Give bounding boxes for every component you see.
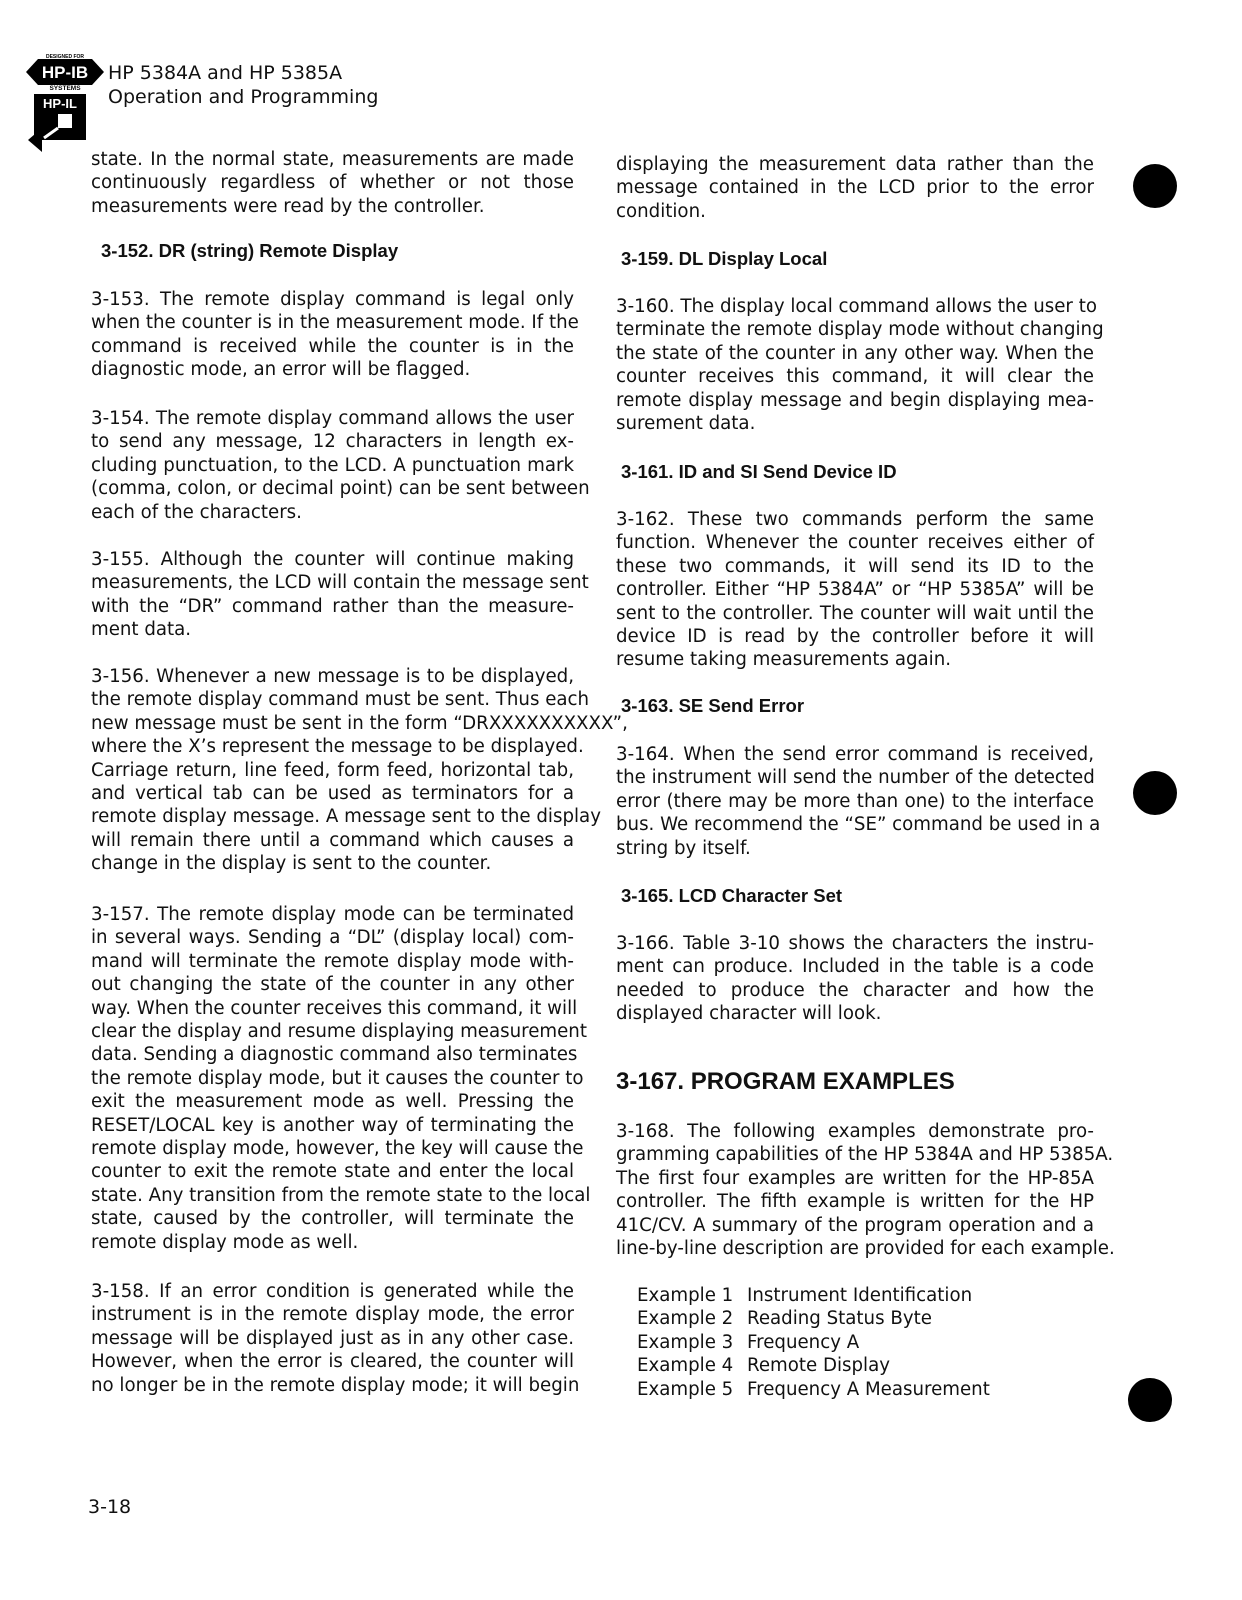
text-line: 3-155. Although the counter will continue making <box>91 549 574 570</box>
text-line: the state of the counter in any other way. When the <box>616 342 1094 364</box>
example-label: Example 5 <box>637 1378 734 1400</box>
subsection-heading: 3-161. ID and SI Send Device ID <box>621 461 897 482</box>
punch-hole <box>1133 164 1177 208</box>
example-item <box>637 1331 990 1354</box>
text-line: where the X’s represent the message to be displayed. <box>91 736 584 758</box>
paragraph <box>616 932 1094 1026</box>
text-line: device ID is read by the controller before it will <box>616 626 1094 648</box>
text-line: 3-166. Table 3-10 shows the characters the instru- <box>616 933 1094 954</box>
example-label: Example 3 <box>637 1331 734 1353</box>
text-line: displaying the measurement data rather than the <box>616 154 1094 175</box>
text-line: new message must be sent in the form “DRXXXXXXXXXX”, <box>91 712 628 734</box>
svg-text:HP-IB: HP-IB <box>41 63 89 82</box>
subsection-heading: 3-165. LCD Character Set <box>621 885 843 906</box>
paragraph <box>91 288 579 382</box>
text-line: each of the characters. <box>91 501 302 523</box>
text-line: 3-157. The remote display mode can be terminated <box>91 904 574 925</box>
text-line: 3-158. If an error condition is generated while the <box>91 1281 574 1302</box>
text-line: ment data. <box>91 619 192 641</box>
text-line: to send any message, 12 characters in length ex- <box>91 431 574 453</box>
example-item <box>637 1307 990 1330</box>
paragraph <box>91 903 591 1254</box>
text-line: in several ways. Sending a “DL” (display local) com- <box>91 927 574 949</box>
text-line: 3-154. The remote display command allows the user <box>91 408 574 429</box>
text-line: condition. <box>616 200 706 222</box>
hp-il-logo <box>28 94 90 152</box>
paragraph <box>91 665 628 876</box>
svg-text:SYSTEMS: SYSTEMS <box>49 85 81 90</box>
example-title: Reading Status Byte <box>747 1308 932 1330</box>
text-line: message contained in the LCD prior to the error <box>616 177 1094 199</box>
svg-text:HP-IL: HP-IL <box>43 96 77 111</box>
text-line: controller. Either “HP 5384A” or “HP 5385A” will be <box>616 579 1094 601</box>
text-line: string by itself. <box>616 837 751 859</box>
text-line: function. Whenever the counter receives either of <box>616 532 1094 554</box>
text-line: remote display message and begin displaying mea- <box>616 389 1094 411</box>
text-line: counter to exit the remote state and enter the local <box>91 1161 574 1183</box>
text-line: mand will terminate the remote display mode with- <box>91 950 574 972</box>
text-line: out changing the state of the counter in any other <box>91 974 574 996</box>
text-line: cluding punctuation, to the LCD. A punctuation mark <box>91 454 574 476</box>
text-line: resume taking measurements again. <box>616 649 952 671</box>
text-line: line-by-line description are provided for each example. <box>616 1238 1115 1260</box>
text-line: measurements were read by the controller. <box>91 195 485 217</box>
text-line: needed to produce the character and how the <box>616 979 1094 1001</box>
example-label: Example 2 <box>637 1308 734 1330</box>
text-line: However, when the error is cleared, the counter will <box>91 1351 574 1373</box>
subsection-heading: 3-152. DR (string) Remote Display <box>101 240 399 261</box>
paragraph <box>616 295 1104 435</box>
text-line: will remain there until a command which causes a <box>91 829 574 851</box>
punch-hole <box>1133 771 1177 815</box>
text-line: 3-162. These two commands perform the same <box>616 509 1094 530</box>
text-line: displayed character will look. <box>616 1003 882 1025</box>
text-line: gramming capabilities of the HP 5384A and HP 5385A. <box>616 1144 1114 1166</box>
paragraph <box>91 1280 580 1397</box>
section-heading: 3-167. PROGRAM EXAMPLES <box>616 1068 955 1095</box>
text-line: the remote display mode, but it causes the counter to <box>91 1067 584 1089</box>
example-item <box>637 1378 990 1401</box>
text-line: (comma, colon, or decimal point) can be sent between <box>91 478 590 500</box>
text-line: remote display message. A message sent to the display <box>91 806 601 828</box>
subsection-heading: 3-163. SE Send Error <box>621 695 805 716</box>
example-label: Example 4 <box>637 1355 734 1377</box>
text-line: these two commands, it will send its ID to the <box>616 555 1094 577</box>
text-line: RESET/LOCAL key is another way of terminating the <box>91 1114 574 1136</box>
text-line: with the “DR” command rather than the measure- <box>91 595 574 617</box>
paragraph <box>91 407 590 524</box>
example-title: Remote Display <box>747 1355 890 1377</box>
text-line: command is received while the counter is in the <box>91 335 574 357</box>
paragraph <box>616 508 1094 672</box>
text-line: continuously regardless of whether or not those <box>91 172 574 194</box>
text-line: terminate the remote display mode without changing <box>616 319 1104 341</box>
example-title: Frequency A <box>747 1331 860 1353</box>
text-line: remote display mode as well. <box>91 1231 359 1253</box>
example-title: Instrument Identification <box>747 1285 973 1306</box>
text-line: ment can produce. Included in the table is a code <box>616 956 1094 978</box>
text-line: counter receives this command, it will clear the <box>616 366 1094 388</box>
text-line: diagnostic mode, an error will be flagged. <box>91 359 471 381</box>
text-line: no longer be in the remote display mode; it will begin <box>91 1374 580 1396</box>
text-line: data. Sending a diagnostic command also terminates <box>91 1044 578 1066</box>
text-line: 3-160. The display local command allows the user to <box>616 296 1097 317</box>
text-line: 41C/CV. A summary of the program operation and a <box>616 1214 1094 1236</box>
svg-text:DESIGNED FOR: DESIGNED FOR <box>45 54 85 60</box>
example-title: Frequency A Measurement <box>747 1378 990 1400</box>
text-line: 3-156. Whenever a new message is to be displayed, <box>91 666 574 687</box>
text-line: instrument is in the remote display mode, the error <box>91 1304 574 1326</box>
paragraph <box>91 548 589 642</box>
text-line: change in the display is sent to the counter. <box>91 853 492 875</box>
subsection-heading: 3-159. DL Display Local <box>621 248 828 269</box>
example-item <box>637 1354 990 1377</box>
text-line: measurements, the LCD will contain the message sent <box>91 572 589 594</box>
text-line: sent to the controller. The counter will wait until the <box>616 602 1094 624</box>
text-line: remote display mode, however, the key will cause the <box>91 1138 584 1160</box>
text-line: clear the display and resume displaying measurement <box>91 1021 587 1043</box>
header-subtitle: Operation and Programming <box>108 86 379 108</box>
paragraph <box>616 743 1101 860</box>
examples-list <box>637 1284 990 1401</box>
paragraph <box>616 153 1094 223</box>
text-line: Carriage return, line feed, form feed, horizontal tab, <box>91 759 574 781</box>
text-line: state. Any transition from the remote state to the local <box>91 1184 591 1206</box>
text-line: and vertical tab can be used as terminators for a <box>91 783 574 805</box>
text-line: state. In the normal state, measurements are made <box>91 149 574 170</box>
text-line: the remote display command must be sent. Thus each <box>91 689 590 711</box>
text-line: the instrument will send the number of the detected <box>616 767 1095 789</box>
paragraph <box>616 1120 1115 1260</box>
punch-hole <box>1128 1378 1172 1422</box>
hp-ib-logo <box>26 54 104 90</box>
example-label: Example 1 <box>637 1285 734 1306</box>
text-line: 3-168. The following examples demonstrate pro- <box>616 1121 1094 1142</box>
text-line: bus. We recommend the “SE” command be used in a <box>616 814 1101 836</box>
example-item <box>637 1284 990 1307</box>
text-line: 3-153. The remote display command is legal only <box>91 289 574 310</box>
text-line: controller. The fifth example is written for the HP <box>616 1191 1094 1213</box>
text-line: state, caused by the controller, will terminate the <box>91 1208 574 1230</box>
header-title: HP 5384A and HP 5385A <box>108 62 343 84</box>
text-line: way. When the counter receives this command, it will <box>91 997 578 1019</box>
text-line: when the counter is in the measurement mode. If the <box>91 312 579 334</box>
page-number: 3-18 <box>88 1496 132 1518</box>
text-line: surement data. <box>616 413 756 435</box>
text-line: error (there may be more than one) to the interface <box>616 790 1094 812</box>
text-line: 3-164. When the send error command is received, <box>616 744 1094 765</box>
text-line: The first four examples are written for the HP-85A <box>616 1167 1094 1189</box>
text-line: exit the measurement mode as well. Pressing the <box>91 1091 574 1113</box>
text-line: message will be displayed just as in any other case. <box>91 1327 574 1349</box>
paragraph <box>91 148 574 218</box>
